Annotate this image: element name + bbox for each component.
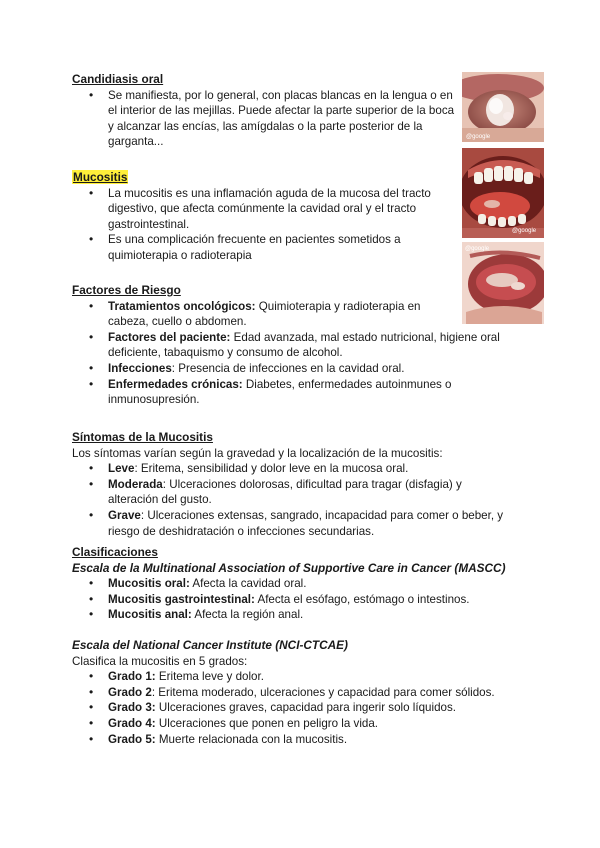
list-item [72,576,542,592]
list-item [72,669,542,685]
item-text: : Eritema moderado, ulceraciones y capacidad para comer sólidos. [151,685,495,699]
item-text: : Ulceraciones dolorosas, dificultad para tragar (disfagia) y alteración del gusto. [108,477,462,507]
item-text: : Ulceraciones extensas, sangrado, incapacidad para comer o beber, y riesgo de deshidratación o infecciones secundarias. [108,508,504,538]
item-term: Infecciones [108,361,172,375]
list-item [72,716,542,732]
section-candidiasis [72,72,456,150]
mucositis-mouth-photo [462,148,544,238]
watermark-text: @google [466,134,491,140]
item-term: Grado 1: [108,670,156,684]
list-item [72,299,438,330]
item-term: Mucositis anal: [108,608,192,622]
item-term: Enfermedades crónicas: [108,377,243,391]
candidiasis-heading: Candidiasis oral [72,72,164,86]
item-text: Edad avanzada, mal estado nutricional, higiene oral deficiente, tabaquismo y consumo de alcohol. [108,330,500,360]
sintomas-heading: Síntomas de la Mucositis [72,430,213,444]
item-text: Quimioterapia y radioterapia en cabeza, cuello o abdomen. [108,299,421,329]
mucositis-lip-photo [462,242,544,324]
watermark-text: @google [512,228,537,234]
mucositis-list [72,186,456,264]
item-term: Moderada [108,477,163,491]
item-text: Afecta la cavidad oral. [189,577,307,591]
item-text: Muerte relacionada con la mucositis. [155,732,348,746]
list-item: • Es una complicación frecuente en pacientes sometidos a quimioterapia o radioterapia [72,232,456,263]
list-item: • Se manifiesta, por lo general, con placas blancas en la lengua o en el interior de las mejillas. Puede afectar la parte superior de la boca y alcanzar las encías, las amígdalas o la parte posterior de la garganta... [72,88,456,150]
mascc-list [72,576,542,623]
list-item [72,700,542,716]
sintomas-list [72,461,534,539]
section-mucositis [72,170,456,264]
item-term: Tratamientos oncológicos: [108,299,256,313]
watermark-text: @google [465,246,490,252]
mascc-heading: Escala de la Multinational Association of Supportive Care in Cancer (MASCC) [72,560,506,575]
item-text: Diabetes, enfermedades autoinmunes o inmunosupresión. [108,377,452,407]
list-item: • La mucositis es una inflamación aguda de la mucosa del tracto digestivo, que afecta comúnmente la cavidad oral y el tracto gastrointestinal. [72,186,456,233]
list-item [72,361,544,377]
mucositis-heading [72,170,456,186]
candidiasis-tongue-photo [462,72,544,142]
list-item [72,592,542,608]
nci-list [72,669,542,747]
item-text: Ulceraciones graves, capacidad para ingerir solo líquidos. [155,701,456,715]
item-text: Afecta el esófago, estómago o intestinos. [254,592,470,606]
item-text: Ulceraciones que ponen en peligro la vida. [155,716,379,730]
item-term: Leve [108,462,135,476]
nci-heading: Escala del National Cancer Institute (NCI-CTCAE) [72,637,348,652]
item-text: Eritema leve y dolor. [155,670,264,684]
item-term: Grado 4: [108,716,156,730]
item-term: Mucositis oral: [108,577,190,591]
item-term: Grado 5: [108,732,156,746]
item-text: Afecta la región anal. [191,608,304,622]
sintomas-intro: Los síntomas varían según la gravedad y la localización de la mucositis: [72,446,443,460]
list-item [72,607,542,623]
clasificaciones-heading: Clasificaciones [72,545,158,559]
list-item [72,508,534,539]
item-term: Grado 3: [108,701,156,715]
candidiasis-list [72,88,456,150]
list-item [72,461,534,477]
item-text: : Eritema, sensibilidad y dolor leve en la mucosa oral. [134,462,409,476]
factores-heading: Factores de Riesgo [72,283,181,297]
item-term: Factores del paciente: [108,330,231,344]
mucositis-mouth-image [462,148,544,238]
section-clasificaciones [72,545,542,747]
list-item [72,330,544,361]
list-item [72,732,542,748]
nci-intro: Clasifica la mucositis en 5 grados: [72,654,248,668]
list-item [72,685,542,701]
mucositis-lip-image [462,242,544,324]
list-item [72,477,488,508]
item-term: Mucositis gastrointestinal: [108,592,255,606]
list-item [72,377,508,408]
spacer [72,623,542,638]
item-term: Grave [108,508,141,522]
mucositis-highlight: Mucositis [73,170,128,184]
section-sintomas [72,430,534,539]
item-text: : Presencia de infecciones en la cavidad oral. [171,361,405,375]
candidiasis-tongue-image [462,72,544,142]
item-term: Grado 2 [108,685,152,699]
